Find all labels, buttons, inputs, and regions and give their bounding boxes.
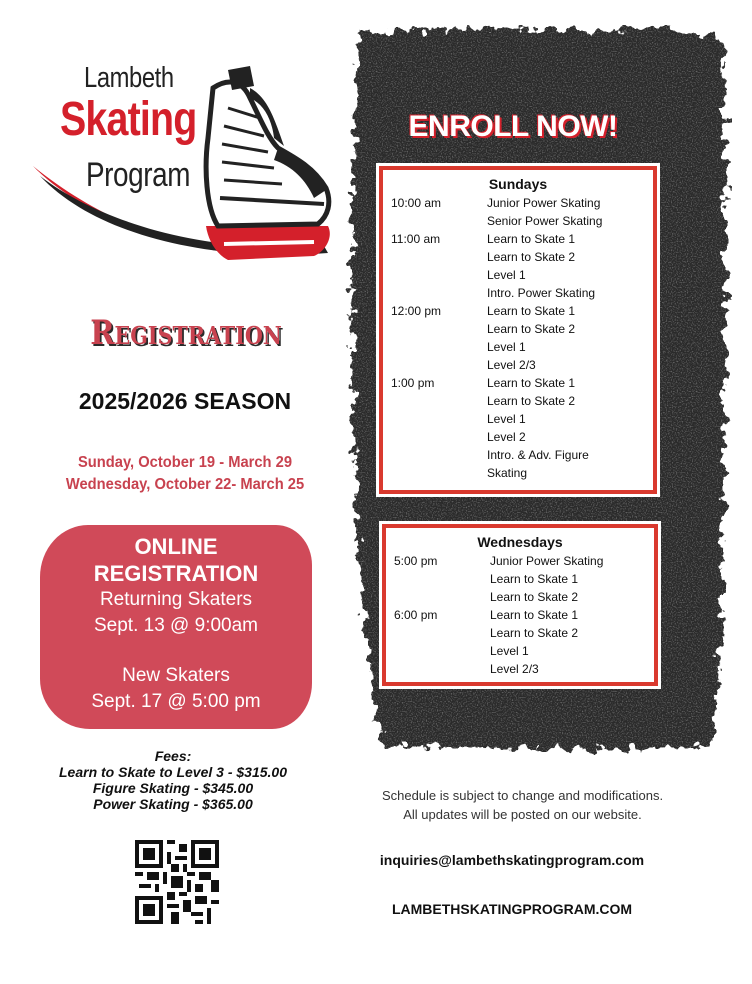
schedule-row xyxy=(383,194,653,212)
fee-item: Learn to Skate to Level 3 - $315.00 xyxy=(59,764,287,780)
returning-skaters-date: Sept. 13 @ 9:00am xyxy=(94,615,258,636)
schedule-time xyxy=(386,624,490,642)
schedule-class: Learn to Skate 1 xyxy=(487,232,576,246)
schedule-time xyxy=(386,660,490,678)
disclaimer-line: Schedule is subject to change and modifications. xyxy=(381,788,664,803)
fees-section xyxy=(28,748,318,812)
schedule-row xyxy=(383,320,653,338)
season-dates xyxy=(33,452,337,496)
wednesdays-schedule xyxy=(382,524,658,686)
schedule-row xyxy=(383,266,653,284)
online-title-line1: ONLINE xyxy=(134,534,218,559)
schedule-class: Junior Power Skating xyxy=(490,554,604,568)
schedule-time xyxy=(383,320,487,338)
schedule-class: Learn to Skate 2 xyxy=(487,322,576,336)
schedule-time: 1:00 pm xyxy=(391,376,435,390)
schedule-row xyxy=(386,624,654,642)
schedule-class: Level 1 xyxy=(487,340,526,354)
schedule-class: Level 1 xyxy=(487,412,526,426)
schedule-class: Intro. & Adv. Figure xyxy=(487,448,589,462)
schedule-row xyxy=(383,230,653,248)
schedule-time xyxy=(383,428,487,446)
schedule-row xyxy=(383,374,653,392)
schedule-class: Learn to Skate 1 xyxy=(490,572,579,586)
schedule-time xyxy=(383,338,487,356)
schedule-class: Learn to Skate 2 xyxy=(487,394,576,408)
schedule-row xyxy=(383,428,653,446)
schedule-time: 11:00 am xyxy=(391,232,441,246)
schedule-class: Learn to Skate 1 xyxy=(490,608,579,622)
schedule-time xyxy=(383,266,487,284)
schedule-time: 5:00 pm xyxy=(394,554,438,568)
new-skaters-date: Sept. 17 @ 5:00 pm xyxy=(91,691,261,712)
schedule-time xyxy=(383,446,487,464)
fees-label: Fees: xyxy=(154,748,192,764)
schedule-row xyxy=(383,302,653,320)
contact-email-link[interactable]: inquiries@lambethskatingprogram.com xyxy=(379,852,645,868)
schedule-class: Skating xyxy=(487,466,528,480)
schedule-row xyxy=(386,588,654,606)
online-registration-title xyxy=(40,533,312,587)
schedule-class: Level 2 xyxy=(487,430,526,444)
schedule-row xyxy=(383,284,653,302)
website-link[interactable]: LAMBETHSKATINGPROGRAM.COM xyxy=(391,901,633,917)
schedule-row xyxy=(386,552,654,570)
schedule-class: Learn to Skate 1 xyxy=(487,376,576,390)
wednesdays-title: Wednesdays xyxy=(477,534,563,550)
schedule-time xyxy=(383,284,487,302)
fee-item: Figure Skating - $345.00 xyxy=(92,780,254,796)
sundays-schedule xyxy=(379,166,657,494)
schedule-row xyxy=(386,570,654,588)
schedule-time xyxy=(383,356,487,374)
schedule-row xyxy=(383,392,653,410)
logo-line-skating: Skating xyxy=(60,93,197,146)
enroll-now-heading: ENROLL NOW! xyxy=(408,110,618,143)
schedule-time xyxy=(383,212,487,230)
disclaimer-line: All updates will be posted on our website. xyxy=(403,807,642,822)
wednesday-dates: Wednesday, October 22- March 25 xyxy=(65,476,305,493)
schedule-row xyxy=(386,642,654,660)
logo-line-lambeth: Lambeth xyxy=(84,62,174,94)
schedule-row xyxy=(386,606,654,624)
schedule-class: Level 1 xyxy=(487,268,526,282)
sundays-rows xyxy=(383,194,653,482)
program-logo xyxy=(28,48,348,278)
schedule-disclaimer xyxy=(350,786,695,824)
schedule-class: Senior Power Skating xyxy=(487,214,603,228)
schedule-time xyxy=(383,392,487,410)
schedule-class: Level 1 xyxy=(490,644,529,658)
schedule-class: Level 2/3 xyxy=(490,662,539,676)
schedule-class: Level 2/3 xyxy=(487,358,536,372)
schedule-class: Learn to Skate 2 xyxy=(490,590,579,604)
schedule-time xyxy=(383,248,487,266)
schedule-row xyxy=(386,660,654,678)
sundays-title: Sundays xyxy=(488,176,548,192)
wednesdays-rows xyxy=(386,552,654,678)
returning-skaters-label: Returning Skaters xyxy=(99,589,253,610)
schedule-time: 10:00 am xyxy=(391,196,442,210)
schedule-time: 6:00 pm xyxy=(394,608,438,622)
registration-heading: Registration xyxy=(90,313,282,353)
schedule-time xyxy=(386,642,490,660)
season-heading: 2025/2026 SEASON xyxy=(78,388,292,414)
schedule-time xyxy=(383,464,487,482)
schedule-class: Learn to Skate 1 xyxy=(487,304,576,318)
schedule-row xyxy=(383,464,653,482)
online-title-line2: REGISTRATION xyxy=(93,561,259,586)
fee-item: Power Skating - $365.00 xyxy=(93,796,253,812)
qr-code-icon[interactable] xyxy=(135,840,219,924)
schedule-class: Junior Power Skating xyxy=(487,196,601,210)
online-registration-box xyxy=(40,525,312,729)
schedule-row xyxy=(383,338,653,356)
schedule-row xyxy=(383,248,653,266)
schedule-class: Learn to Skate 2 xyxy=(490,626,579,640)
new-skaters-label: New Skaters xyxy=(122,665,230,686)
schedule-time xyxy=(386,570,490,588)
schedule-time xyxy=(383,410,487,428)
schedule-class: Learn to Skate 2 xyxy=(487,250,576,264)
schedule-row xyxy=(383,356,653,374)
logo-line-program: Program xyxy=(86,156,191,194)
schedule-row xyxy=(383,446,653,464)
schedule-row xyxy=(383,212,653,230)
sunday-dates: Sunday, October 19 - March 29 xyxy=(77,454,293,471)
schedule-class: Intro. Power Skating xyxy=(487,286,596,300)
schedule-row xyxy=(383,410,653,428)
schedule-time: 12:00 pm xyxy=(391,304,442,318)
schedule-time xyxy=(386,588,490,606)
